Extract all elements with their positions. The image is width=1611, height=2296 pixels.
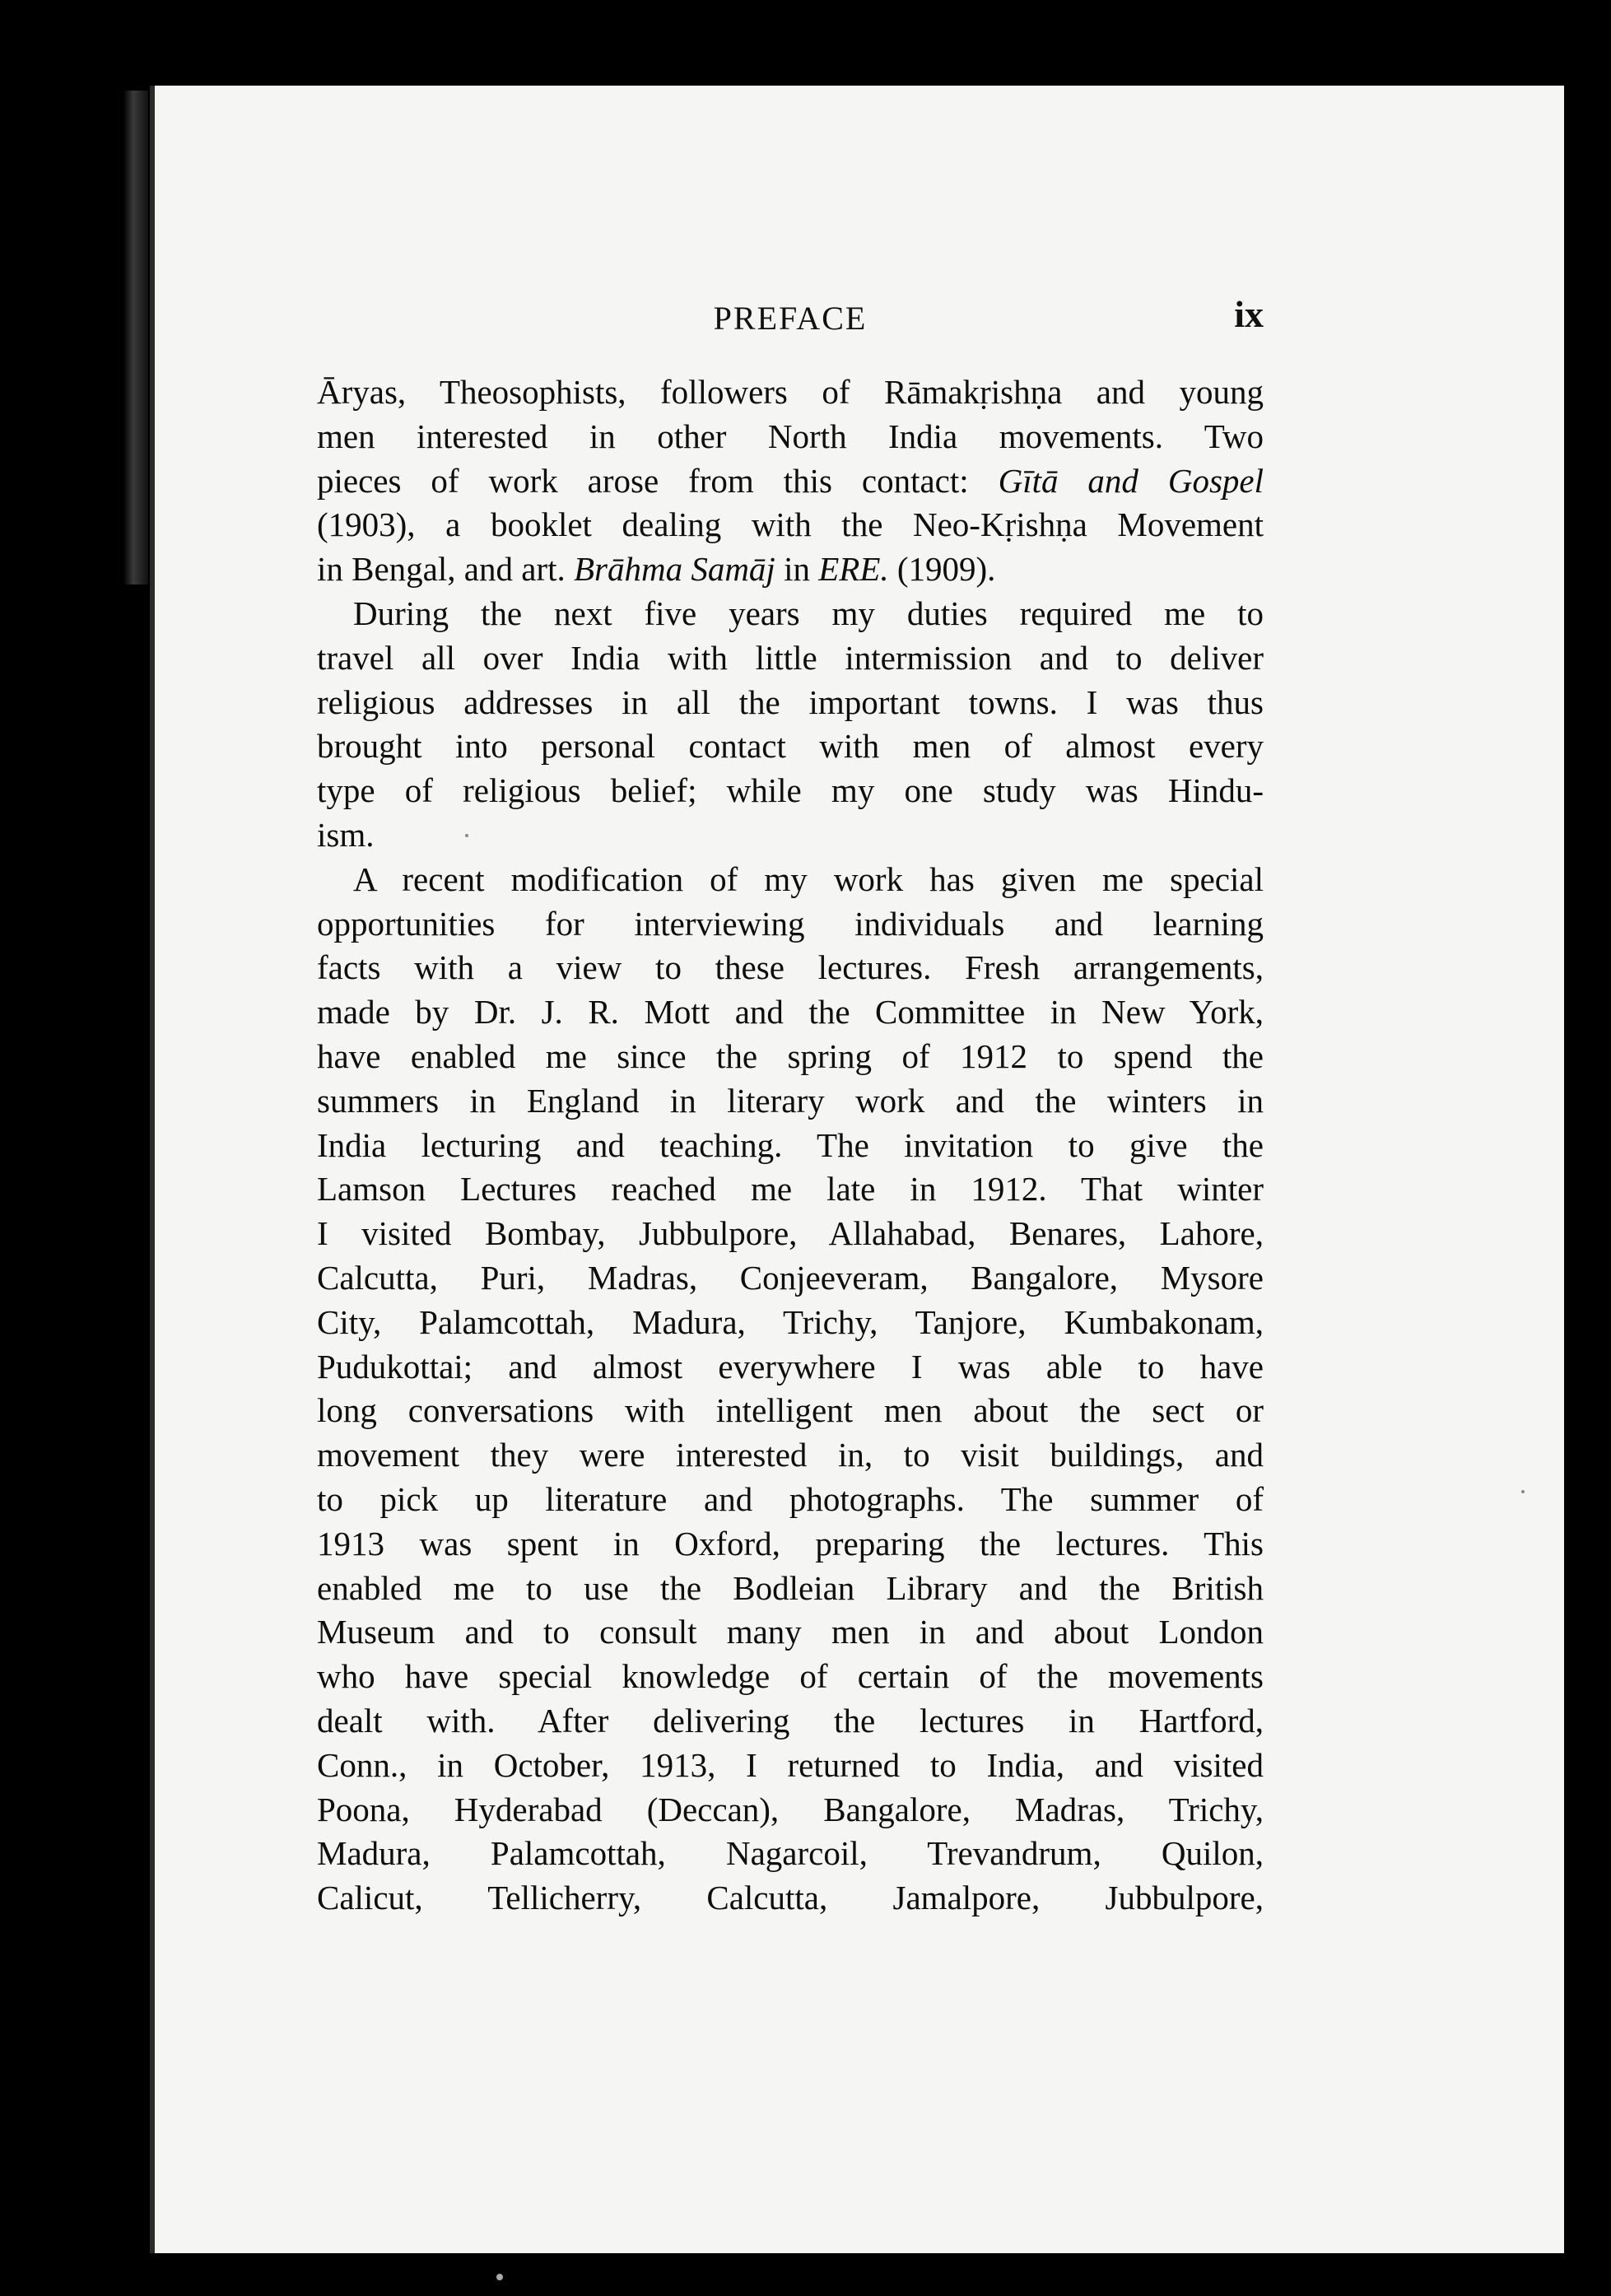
text-line: summers in England in literary work and the winters in [317, 1081, 1264, 1120]
text-line: Āryas, Theosophists, followers of Rāmakṛishṇa and young [317, 373, 1264, 411]
text-line: Conn., in October, 1913, I returned to India, and visited [317, 1745, 1264, 1784]
text-line: travel all over India with little intermission and to deliver [317, 638, 1264, 677]
text-fragment: in [775, 550, 819, 589]
text-line: have enabled me since the spring of 1912 to spend the [317, 1036, 1264, 1075]
text-line: 1913 was spent in Oxford, preparing the lectures. This [317, 1524, 1264, 1562]
text-line: who have special knowledge of certain of the movements [317, 1657, 1264, 1696]
page-number: ix [1234, 293, 1264, 335]
text-line: A recent modification of my work has given me special [353, 859, 1264, 898]
text-line: Pudukottai; and almost everywhere I was able to have [317, 1347, 1264, 1386]
text-fragment: in Bengal, and art. [317, 550, 574, 589]
book-title-gita-and-gospel: Gītā and Gospel [998, 461, 1264, 500]
body-text [317, 370, 1264, 1921]
scan-speck [465, 834, 468, 837]
text-line: made by Dr. J. R. Mott and the Committee in New York, [317, 993, 1264, 1032]
binding-shadow [123, 91, 148, 584]
text-line: Poona, Hyderabad (Deccan), Bangalore, Madras, Trichy, [317, 1790, 1264, 1828]
text-line: (1903), a booklet dealing with the Neo-Kṛishṇa Movement [317, 505, 1264, 544]
text-line: Calcutta, Puri, Madras, Conjeeveram, Bangalore, Mysore [317, 1258, 1264, 1297]
text-line: City, Palamcottah, Madura, Trichy, Tanjore, Kumbakonam, [317, 1302, 1264, 1341]
text-line [317, 459, 1264, 504]
text-line: During the next five years my duties required me to [353, 594, 1264, 632]
text-line: dealt with. After delivering the lectures in Hartford, [317, 1701, 1264, 1739]
text-line: India lecturing and teaching. The invitation to give the [317, 1125, 1264, 1164]
text-line: Lamson Lectures reached me late in 1912. That winter [317, 1170, 1264, 1209]
text-line: Museum and to consult many men in and about London [317, 1613, 1264, 1651]
text-line: movement they were interested in, to visit buildings, and [317, 1436, 1264, 1474]
text-line: to pick up literature and photographs. The summer of [317, 1479, 1264, 1518]
scan-speck [496, 2274, 503, 2280]
text-line: long conversations with intelligent men about the sect or [317, 1391, 1264, 1430]
page-title: PREFACE [713, 300, 868, 337]
text-line: enabled me to use the Bodleian Library and the British [317, 1568, 1264, 1607]
text-line: religious addresses in all the important towns. I was thus [317, 682, 1264, 721]
text-line [317, 547, 1264, 592]
running-head [317, 292, 1264, 342]
text-line: type of religious belief; while my one study was Hindu- [317, 771, 1264, 810]
text-line: facts with a view to these lectures. Fresh arrangements, [317, 948, 1264, 987]
article-title-brahma-samaj: Brāhma Samāj [573, 550, 775, 589]
text-line: Madura, Palamcottah, Nagarcoil, Trevandrum, Quilon, [317, 1834, 1264, 1873]
text-line: Calicut, Tellicherry, Calcutta, Jamalpore, Jubbulpore, [317, 1879, 1264, 1917]
scan-speck [1521, 1490, 1525, 1493]
text-line: I visited Bombay, Jubbulpore, Allahabad, Benares, Lahore, [317, 1214, 1264, 1253]
abbrev-ere: ERE. [818, 550, 889, 589]
text-line: men interested in other North India movements. Two [317, 417, 1264, 455]
text-line: ism. [317, 815, 375, 854]
text-fragment: pieces of work arose from this contact: [317, 461, 999, 500]
text-line: brought into personal contact with men of almost every [317, 727, 1264, 766]
text-line: opportunities for interviewing individuals and learning [317, 904, 1264, 943]
text-fragment: (1909). [888, 550, 996, 589]
